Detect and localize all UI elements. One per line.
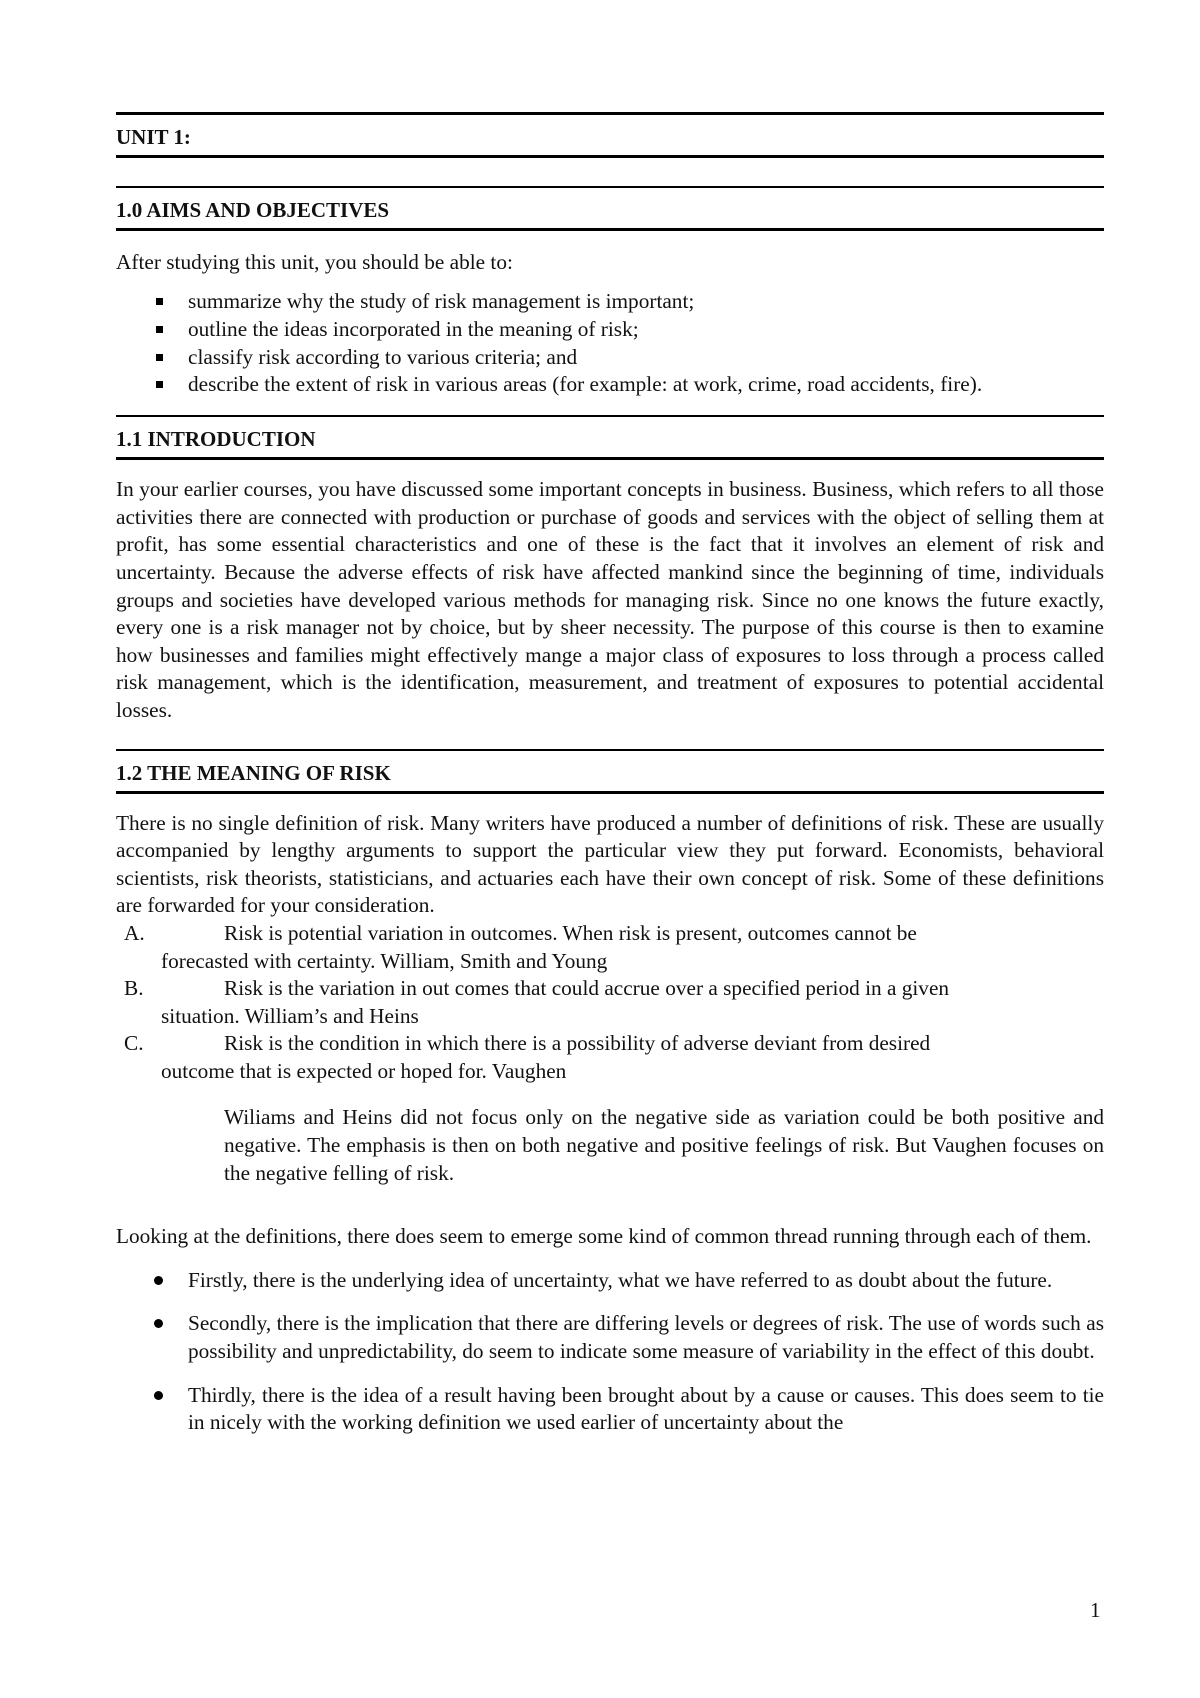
aims-intro: After studying this unit, you should be able to: — [116, 250, 513, 274]
page-number: 1 — [1090, 1598, 1101, 1622]
square-bullet-icon — [156, 326, 163, 333]
common-thread-list — [116, 1267, 1104, 1437]
square-bullet-icon — [156, 381, 163, 388]
round-bullet-icon — [154, 1319, 163, 1328]
unit-title: UNIT 1: — [116, 125, 191, 149]
list-item: summarize why the study of risk management is important; — [116, 288, 1104, 316]
aims-bottom-rule — [116, 228, 1104, 231]
meaning-paragraph: There is no single definition of risk. Many writers have produced a number of definitions of risk. These are usually accompanied by lengthy arguments to support the particular view they put forward. Economists, behavioral scientists, risk theorists, statisticians, and actuaries each have their own concept of risk. Some of these definitions are forwarded for your consideration. — [116, 810, 1104, 918]
definition-b: B. Risk is the variation in out comes that could accrue over a specified period in a given situation. William’s and Heins — [124, 976, 950, 1028]
round-bullet-icon — [154, 1276, 163, 1285]
meaning-bottom-rule — [116, 791, 1104, 794]
list-item: Secondly, there is the implication that there are differing levels or degrees of risk. The use of words such as possibility and unpredictability, do seem to indicate some measure of variability in the effect of this doubt. — [116, 1310, 1104, 1365]
square-bullet-icon — [156, 298, 163, 305]
definition-a: A. Risk is potential variation in outcomes. When risk is present, outcomes cannot be forecasted with certainty. William, Smith and Young — [124, 920, 917, 973]
square-bullet-icon — [156, 354, 163, 361]
list-item: Firstly, there is the underlying idea of uncertainty, what we have referred to as doubt about the future. — [116, 1267, 1104, 1295]
introduction-paragraph: In your earlier courses, you have discussed some important concepts in business. Business, which refers to all those activities there are connected with production or purchase of goods and services with the object of selling them at profit, has some essential characteristics and one of these is the fact that it involves an element of risk and uncertainty. Because the adverse effects of risk have affected mankind since the beginning of time, individuals groups and societies have developed various methods for managing risk. Since no one knows the future exactly, every one is a risk manager not by choice, but by sheer necessity. The purpose of this course is then to examine how businesses and families might effectively mange a major class of exposures to loss through a process called risk management, which is the identification, measurement, and treatment of exposures to potential accidental losses. — [116, 477, 1104, 722]
list-item: classify risk according to various criteria; and — [116, 344, 1104, 372]
aims-heading: 1.0 AIMS AND OBJECTIVES — [116, 198, 390, 222]
list-item: Thirdly, there is the idea of a result having been brought about by a cause or causes. This does seem to tie in nicely with the working definition we used earlier of uncertainty about the — [116, 1382, 1104, 1437]
definition-c: C. Risk is the condition in which there is a possibility of adverse deviant from desired outcome that is expected or hoped for. Vaughen — [124, 1031, 931, 1083]
list-item: outline the ideas incorporated in the meaning of risk; — [116, 316, 1104, 344]
summary-paragraph: Looking at the definitions, there does seem to emerge some kind of common thread running through each of them. — [116, 1224, 1092, 1249]
page-content — [116, 112, 1104, 1437]
intro-bottom-rule — [116, 457, 1104, 460]
objectives-list — [116, 288, 1104, 399]
round-bullet-icon — [154, 1391, 163, 1400]
list-item: describe the extent of risk in various areas (for example: at work, crime, road accidents, fire). — [116, 371, 1104, 399]
introduction-heading: 1.1 INTRODUCTION — [116, 427, 316, 452]
definitions-note: Wiliams and Heins did not focus only on the negative side as variation could be both positive and negative. The emphasis is then on both negative and positive feelings of risk. But Vaughen focuses on the negative felling of risk. — [224, 1105, 1104, 1185]
meaning-heading: 1.2 THE MEANING OF RISK — [116, 760, 391, 785]
